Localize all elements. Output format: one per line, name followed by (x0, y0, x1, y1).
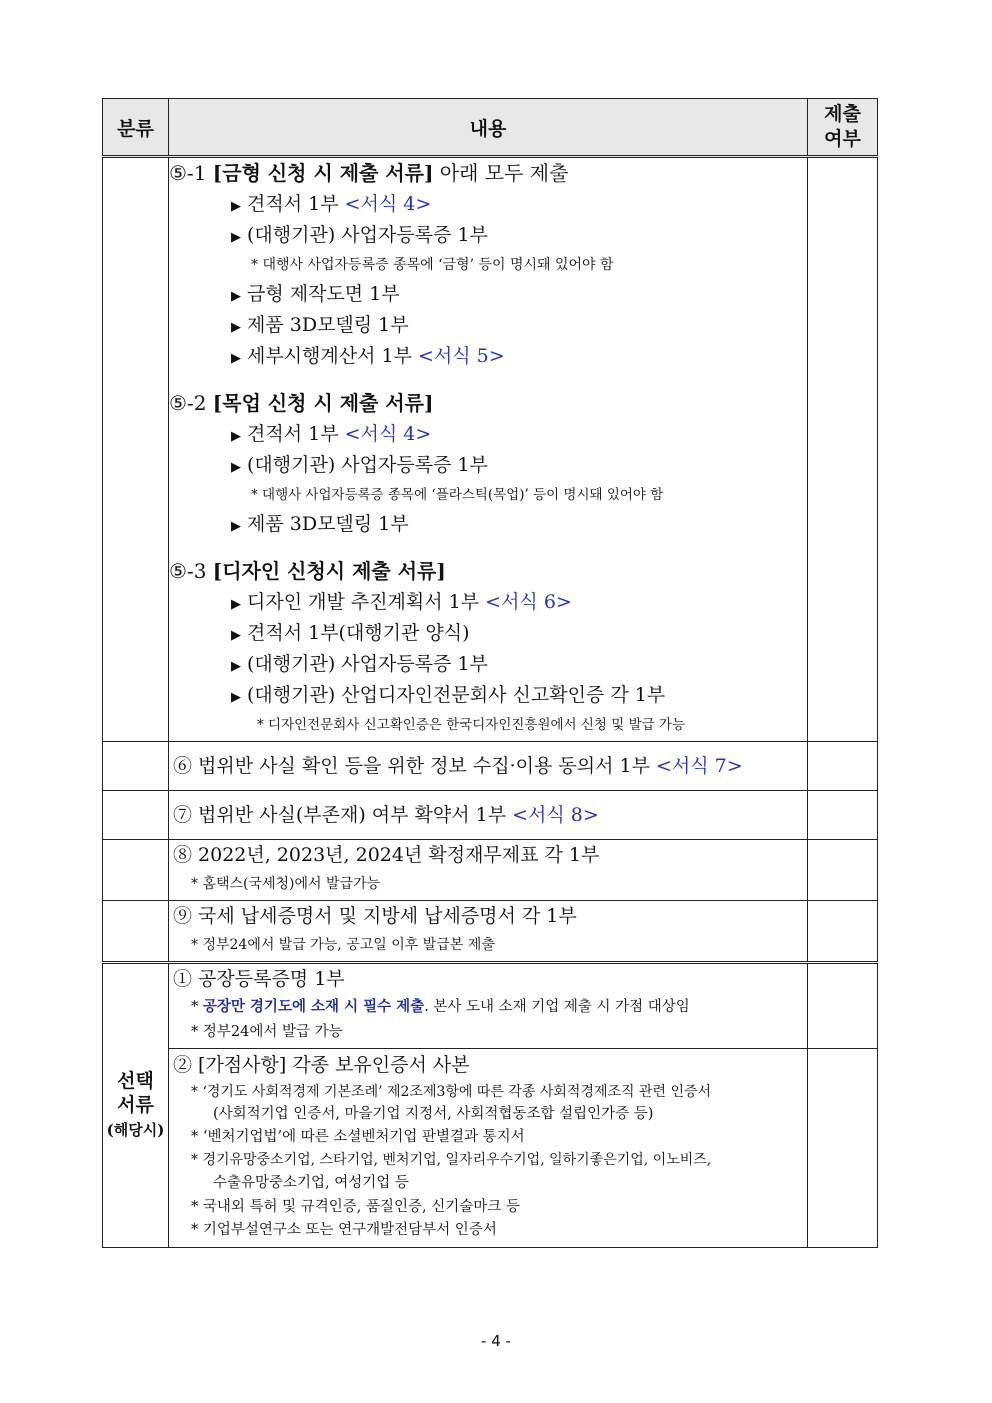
category-cell-empty (103, 791, 169, 840)
section-5-2-title: ⑤-2 [목업 신청 시 제출 서류] (169, 391, 434, 415)
submit-checkbox-cell[interactable] (808, 791, 878, 840)
triangle-bullet-icon: ▶ (231, 519, 241, 534)
triangle-bullet-icon: ▶ (231, 289, 241, 304)
submit-checkbox-cell[interactable] (808, 901, 878, 963)
triangle-bullet-icon: ▶ (231, 429, 241, 444)
optional-row-2 (103, 1049, 878, 1248)
list-note: * 대행사 사업자등록증 종목에 ‘금형’ 등이 명시돼 있어야 함 (251, 257, 614, 273)
list-note: * 디자인전문회사 신고확인증은 한국디자인진흥원에서 신청 및 발급 가능 (257, 717, 686, 733)
submit-checkbox-cell[interactable] (808, 840, 878, 901)
row-9-content: ⑨ 국세 납세증명서 및 지방세 납세증명서 각 1부 * 정부24에서 발급 가능, 공고일 이후 발급본 제출 (169, 901, 808, 963)
header-submit: 제출 여부 (808, 99, 878, 157)
triangle-bullet-icon: ▶ (231, 460, 241, 475)
list-item: ▶ 견적서 1부 <서식 4> (169, 419, 807, 450)
list-item: ▶ (대행기관) 사업자등록증 1부 (169, 220, 807, 251)
list-item: ▶ (대행기관) 사업자등록증 1부 (169, 649, 807, 680)
triangle-bullet-icon: ▶ (231, 199, 241, 214)
triangle-bullet-icon: ▶ (231, 351, 241, 366)
category-cell-empty (103, 840, 169, 901)
header-content: 내용 (169, 99, 808, 157)
submit-checkbox-cell[interactable] (808, 742, 878, 791)
category-cell-empty (103, 901, 169, 963)
submit-checkbox-cell[interactable] (808, 963, 878, 1049)
row-7 (103, 791, 878, 840)
row-8 (103, 840, 878, 901)
table-header-row (103, 99, 878, 157)
optional-row-1 (103, 963, 878, 1049)
triangle-bullet-icon: ▶ (231, 628, 241, 643)
section-5-3-title: ⑤-3 [디자인 신청시 제출 서류] (169, 559, 446, 583)
list-item: ▶ 제품 3D모델링 1부 (169, 509, 807, 540)
list-item: ▶ (대행기관) 산업디자인전문회사 신고확인증 각 1부 (169, 680, 807, 711)
section-5-content (169, 157, 808, 742)
category-cell-empty (103, 157, 169, 742)
row-7-content: ⑦ 법위반 사실(부존재) 여부 확약서 1부 <서식 8> (169, 791, 808, 840)
list-note: * 대행사 사업자등록증 종목에 ‘플라스틱(목업)’ 등이 명시돼 있어야 함 (251, 487, 664, 503)
list-item: ▶ 견적서 1부 <서식 4> (169, 189, 807, 220)
list-item: ▶ 세부시행계산서 1부 <서식 5> (169, 341, 807, 372)
optional-item-1-content: ① 공장등록증명 1부 * 공장만 경기도에 소재 시 필수 제출. 본사 도내 소재 기업 제출 시 가점 대상임 * 정부24에서 발급 가능 (169, 963, 808, 1049)
optional-item-2-content: ② [가점사항] 각종 보유인증서 사본 * ‘경기도 사회적경제 기본조례’ 제2조제3항에 따른 각종 사회적경제조직 관련 인증서 (사회적기업 인증서, 마을기업 지정서, 사회적협동조합 설립인가증 등) * ‘벤처기업법’에 따른 소셜벤처기업 판별결과 통지서 * 경기유망중소기업, 스타기업, 벤처기업, 일자리우수기업, 일하기좋은기업, 이노비즈, 수출유망중소기업, 여성기업 등 * 국내외 특허 및 규격인증, 품질인증, 신기술마크 등 * 기업부설연구소 또는 연구개발전담부서 인증서 (169, 1049, 808, 1248)
submit-checkbox-cell[interactable] (808, 1049, 878, 1248)
page-number: - 4 - (481, 1332, 511, 1350)
section-5-row (103, 157, 878, 742)
list-item: ▶ 제품 3D모델링 1부 (169, 310, 807, 341)
submit-checkbox-cell[interactable] (808, 157, 878, 742)
header-category: 분류 (103, 99, 169, 157)
list-item: ▶ 금형 제작도면 1부 (169, 279, 807, 310)
optional-category-cell: 선택 서류 (해당시) (103, 963, 169, 1248)
triangle-bullet-icon: ▶ (231, 659, 241, 674)
triangle-bullet-icon: ▶ (231, 320, 241, 335)
list-item: ▶ 디자인 개발 추진계획서 1부 <서식 6> (169, 587, 807, 618)
row-8-content: ⑧ 2022년, 2023년, 2024년 확정재무제표 각 1부 * 홈택스(국세청)에서 발급가능 (169, 840, 808, 901)
triangle-bullet-icon: ▶ (231, 597, 241, 612)
list-item: ▶ 견적서 1부(대행기관 양식) (169, 618, 807, 649)
row-6 (103, 742, 878, 791)
triangle-bullet-icon: ▶ (231, 230, 241, 245)
list-item: ▶ (대행기관) 사업자등록증 1부 (169, 450, 807, 481)
triangle-bullet-icon: ▶ (231, 690, 241, 705)
document-table (102, 98, 878, 1248)
category-cell-empty (103, 742, 169, 791)
section-5-1-title: ⑤-1 [금형 신청 시 제출 서류] 아래 모두 제출 (169, 161, 569, 185)
row-9 (103, 901, 878, 963)
row-6-content: ⑥ 법위반 사실 확인 등을 위한 정보 수집·이용 동의서 1부 <서식 7> (169, 742, 808, 791)
